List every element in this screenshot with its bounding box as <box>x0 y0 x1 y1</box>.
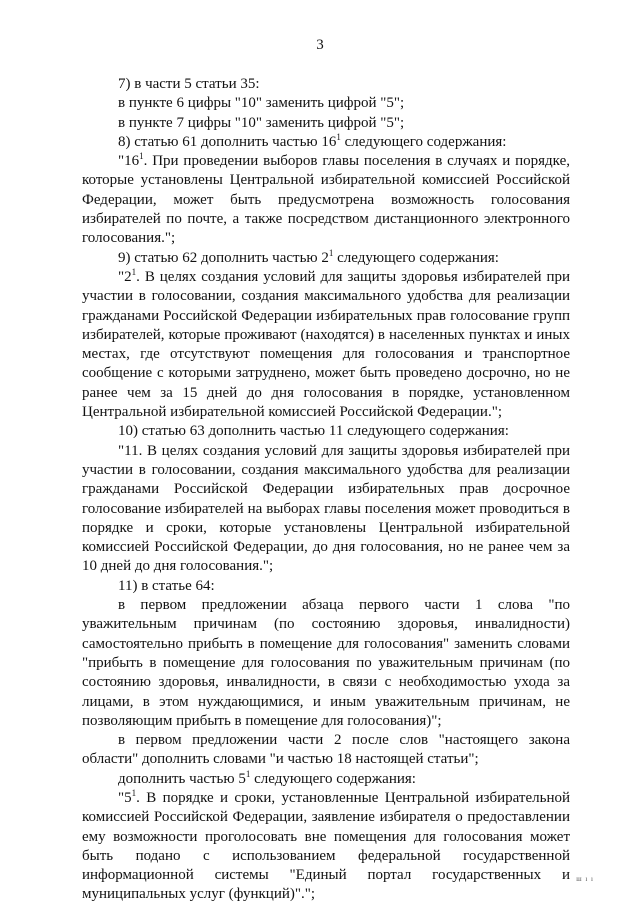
paragraph-text: "2 <box>118 268 132 285</box>
paragraph-text: 9) статью 62 дополнить частью 2 <box>118 249 329 266</box>
superscript: 1 <box>131 266 137 277</box>
page-number: 3 <box>316 37 324 53</box>
document-body <box>82 75 570 905</box>
paragraph-text: следующего содержания: <box>333 249 499 266</box>
paragraph <box>82 152 570 248</box>
paragraph-text: "11. В целях создания условий для защиты здоровья избирателей при участии в голосовании, создания максимального удобства для реализации гражданами Российской Федерации избирательных прав досрочное голосование избирателей на выборах главы поселения может проводиться в порядке и сроки, которые установлены Центральной избирательной комиссией Российской Федерации, до дня голосования, но не ранее чем за 10 дней до дня голосования."; <box>82 442 570 575</box>
paragraph <box>82 114 570 133</box>
superscript: 1 <box>245 768 251 779</box>
paragraph <box>82 75 570 94</box>
paragraph <box>82 596 570 731</box>
paragraph <box>82 249 570 268</box>
paragraph-text: следующего содержания: <box>340 133 507 150</box>
corner-mark: ш ı ı <box>576 875 594 883</box>
paragraph-text: в первом предложении части 2 после слов "настоящего закона области" дополнить словами "и частью 18 настоящей статьи"; <box>82 732 570 768</box>
paragraph-text: 8) статью 61 дополнить частью 16 <box>118 133 337 150</box>
paragraph-text: в пункте 7 цифры "10" заменить цифрой "5"; <box>118 114 405 131</box>
paragraph <box>82 770 570 789</box>
paragraph-text: следующего содержания: <box>250 770 416 787</box>
paragraph <box>82 442 570 577</box>
paragraph-text: в первом предложении абзаца первого части 1 слова "по уважительным причинам (по состоянию здоровья, инвалидности) самостоятельно прибыть в помещение для голосования" заменить словами "прибыть в помещение для голосования по уважительным причинам (по состоянию здоровья, инвалидности, в связи с необходимостью ухода за лицами, в этом нуждающимися, и иным уважительным причинам, не позволяющим прибыть в помещение для голосования)"; <box>82 597 570 729</box>
paragraph-text: "16 <box>118 153 140 170</box>
superscript: 1 <box>328 247 334 258</box>
paragraph <box>82 133 570 152</box>
superscript: 1 <box>139 151 144 162</box>
paragraph-text: 10) статью 63 дополнить частью 11 следующего содержания: <box>118 423 509 440</box>
paragraph-text: 7) в части 5 статьи 35: <box>118 76 260 92</box>
superscript: 1 <box>336 131 341 142</box>
paragraph <box>82 422 570 441</box>
superscript: 1 <box>131 787 137 798</box>
paragraph <box>82 731 570 770</box>
paragraph-text: в пункте 6 цифры "10" заменить цифрой "5"; <box>118 95 405 112</box>
paragraph <box>82 577 570 596</box>
paragraph <box>82 268 570 422</box>
paragraph <box>82 94 570 113</box>
paragraph-text: 11) в статье 64: <box>118 577 215 594</box>
paragraph-text: "5 <box>118 789 132 806</box>
paragraph-text: . В целях создания условий для защиты здоровья избирателей при участии в голосовании, создания максимального удобства для реализации гражданами Российской Федерации избирательных прав голосование групп избирателей, которые проживают (находятся) в населенных пунктах и иных местах, где отсутствуют помещения для голосования и транспортное сообщение с которыми затруднено, может быть проведено досрочно, но не ранее чем за 15 дней до дня голосования в порядке, установленном Центральной избирательной комиссией Российской Федерации."; <box>82 268 570 421</box>
paragraph-text: дополнить частью 5 <box>118 770 246 787</box>
paragraph <box>82 789 570 905</box>
paragraph-text: . При проведении выборов главы поселения в случаях и порядке, которые установлены Центральной избирательной комиссией Российской Федерации, может быть предусмотрена возможность голосования избирателей по почте, а также посредством дистанционного электронного голосования."; <box>82 153 570 247</box>
paragraph-text: . В порядке и сроки, установленные Центральной избирательной комиссией Российской Федерации, заявление избирателя о предоставлении ему возможности проголосовать вне помещения для голосования может быть подано с использованием федеральной государственной информационной системы "Единый портал государственных и муниципальных услуг (функций)"."; <box>82 789 570 903</box>
